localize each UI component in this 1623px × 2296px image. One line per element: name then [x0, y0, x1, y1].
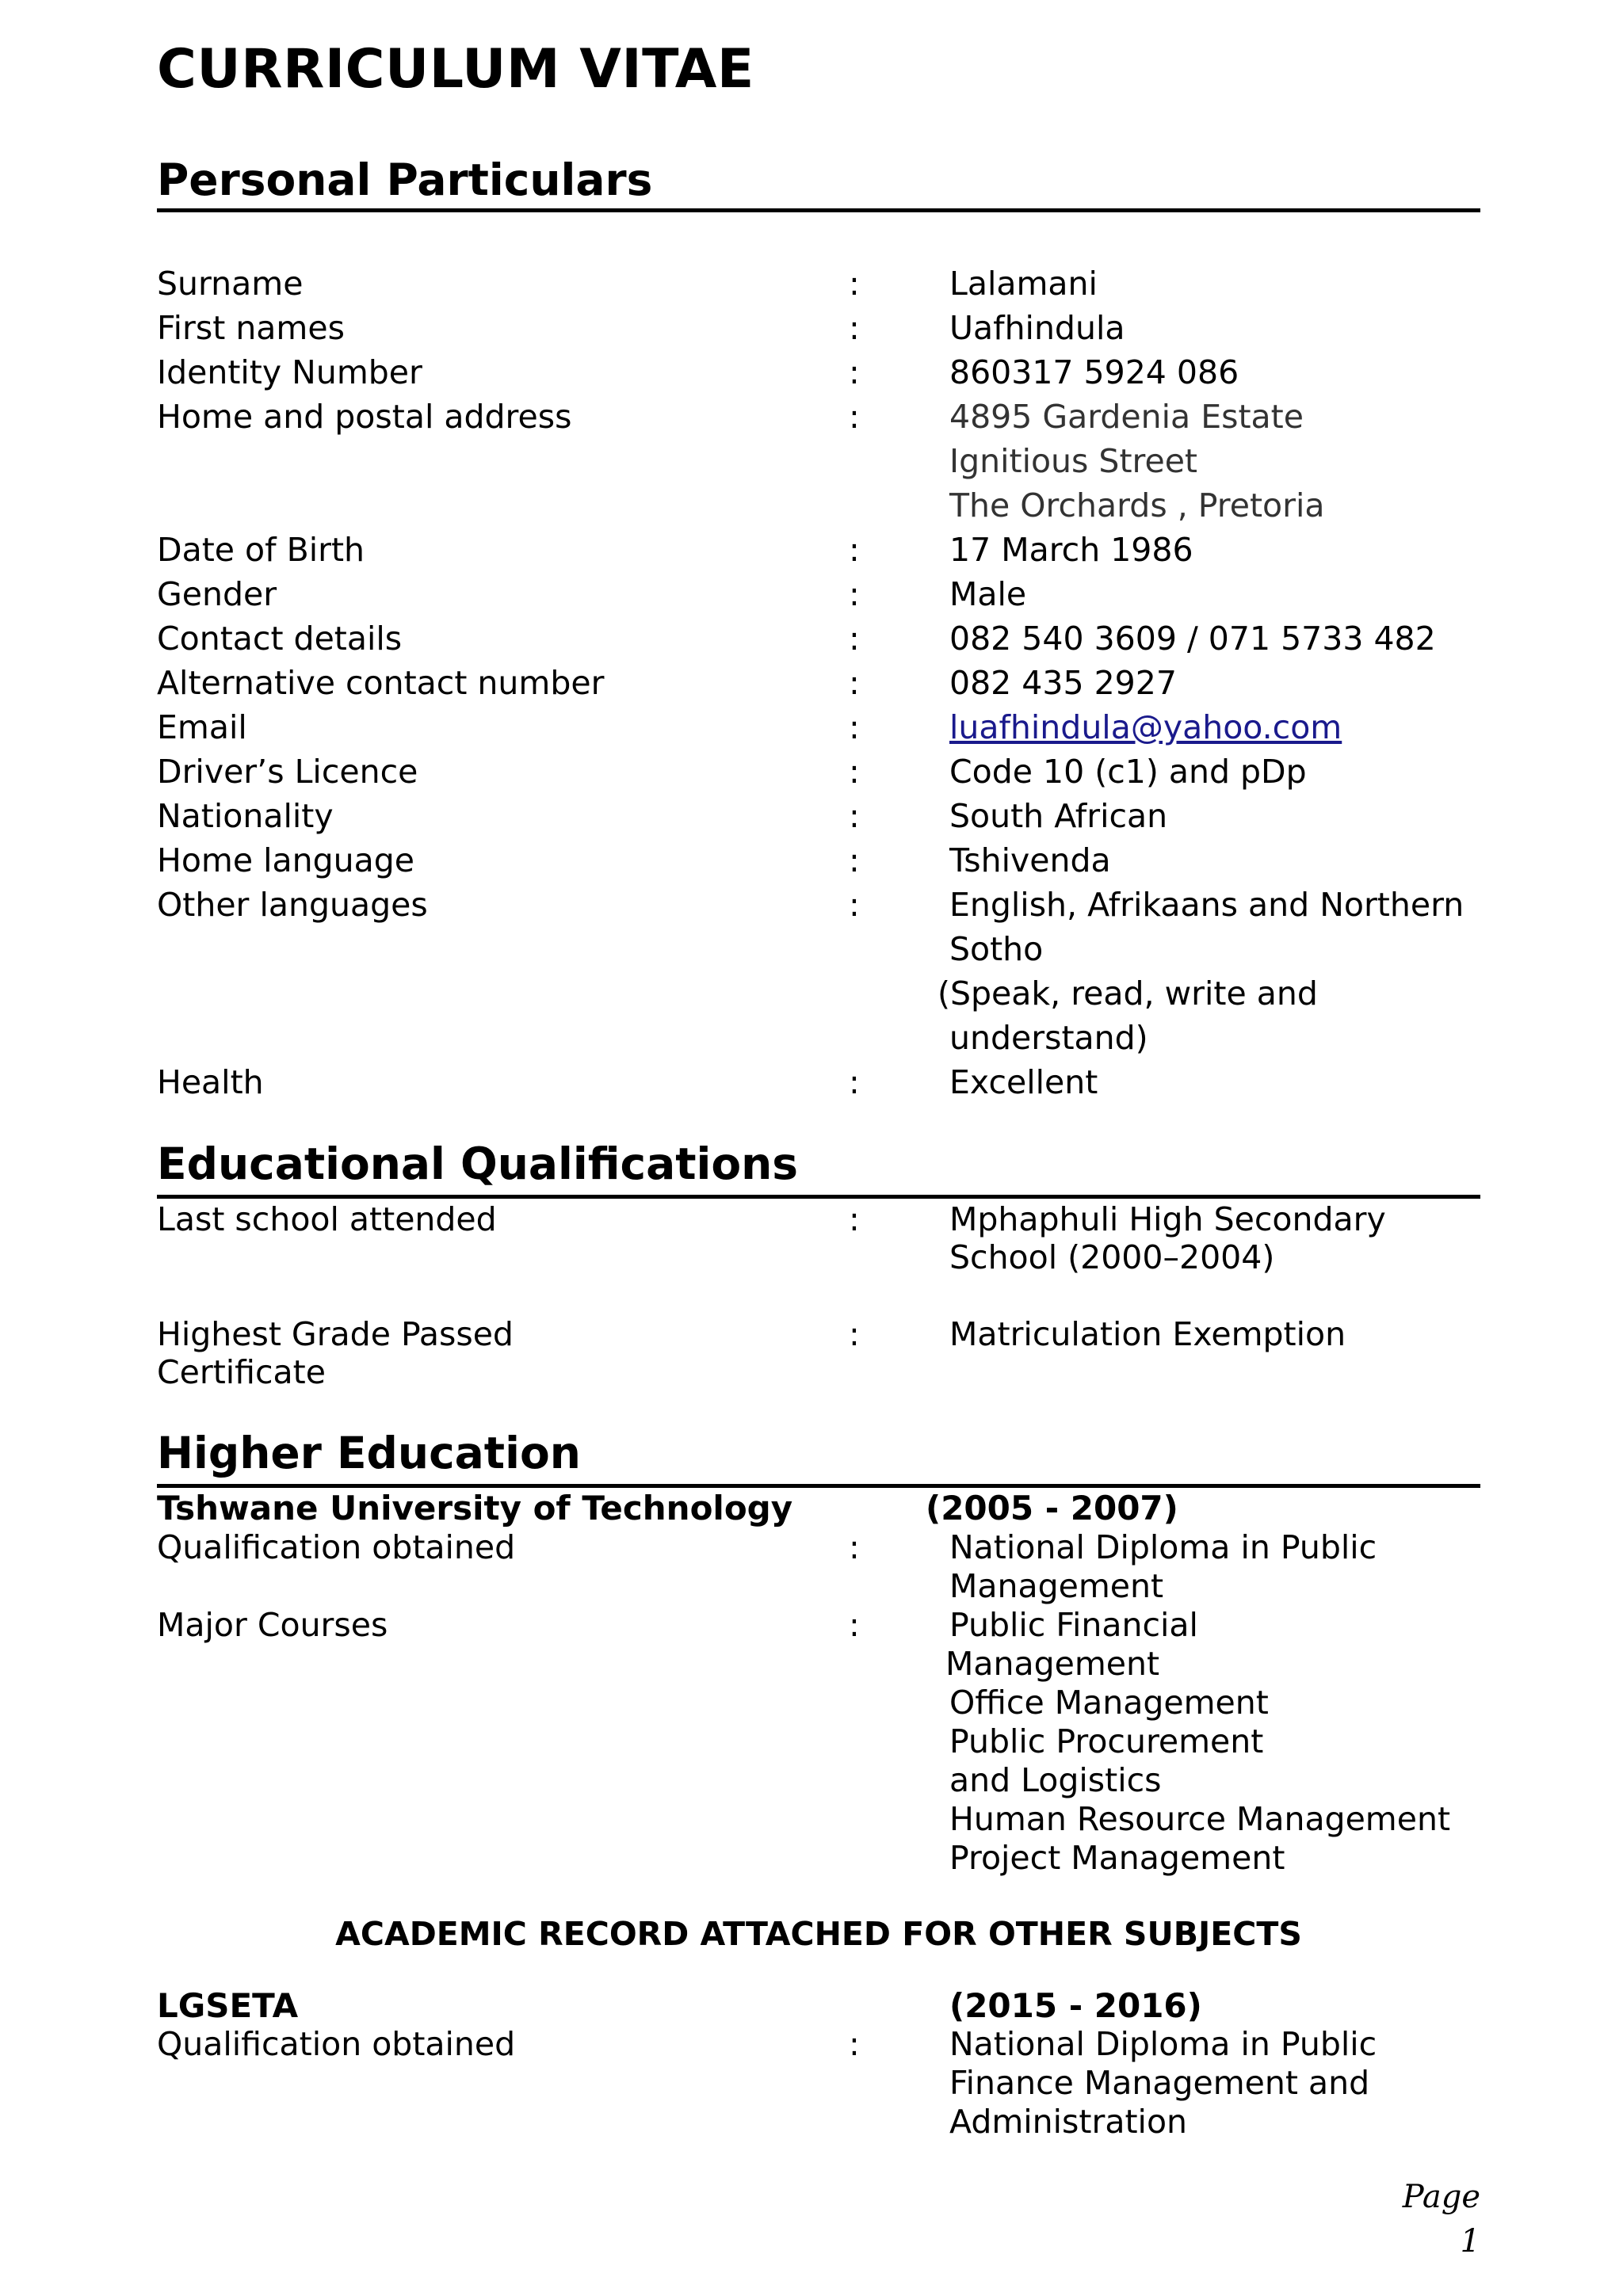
- qualification-1-sep: :: [849, 1528, 860, 1566]
- alt-contact-sep: :: [849, 664, 860, 702]
- first-names-value: Uafhindula: [949, 309, 1125, 347]
- personal-heading: Personal Particulars: [157, 154, 653, 205]
- last-school-label: Last school attended: [157, 1200, 497, 1238]
- contact-sep: :: [849, 620, 860, 658]
- health-sep: :: [849, 1063, 860, 1101]
- course-line-5: and Logistics: [949, 1761, 1162, 1799]
- email-link[interactable]: luafhindula@yahoo.com: [949, 708, 1342, 746]
- address-line-3: The Orchards , Pretoria: [949, 486, 1325, 524]
- licence-value: Code 10 (c1) and pDp: [949, 753, 1307, 791]
- gender-sep: :: [849, 575, 860, 613]
- gender-value: Male: [949, 575, 1027, 613]
- nationality-label: Nationality: [157, 797, 334, 835]
- cv-page: [157, 0, 1480, 2296]
- institution-2-period: (2015 - 2016): [949, 1986, 1202, 2025]
- alt-contact-label: Alternative contact number: [157, 664, 605, 702]
- email-sep: :: [849, 708, 860, 746]
- highest-grade-sep: :: [849, 1315, 860, 1353]
- qualification-1-line-2: Management: [949, 1567, 1164, 1605]
- surname-label: Surname: [157, 265, 304, 303]
- other-languages-line-3: (Speak, read, write and: [938, 974, 1318, 1013]
- health-label: Health: [157, 1063, 264, 1101]
- education-rule: [157, 1195, 1480, 1199]
- home-language-value: Tshivenda: [949, 841, 1111, 879]
- higher-education-rule: [157, 1484, 1480, 1488]
- course-line-2: Management: [945, 1645, 1160, 1683]
- id-number-sep: :: [849, 353, 860, 391]
- qualification-2-line-3: Administration: [949, 2103, 1188, 2141]
- surname-value: Lalamani: [949, 265, 1098, 303]
- dob-value: 17 March 1986: [949, 531, 1193, 569]
- academic-record-note: ACADEMIC RECORD ATTACHED FOR OTHER SUBJECTS: [335, 1915, 1302, 1953]
- address-line-2: Ignitious Street: [949, 442, 1198, 480]
- alt-contact-value: 082 435 2927: [949, 664, 1177, 702]
- first-names-label: First names: [157, 309, 345, 347]
- address-label: Home and postal address: [157, 398, 572, 436]
- licence-label: Driver’s Licence: [157, 753, 418, 791]
- gender-label: Gender: [157, 575, 277, 613]
- address-line-1: 4895 Gardenia Estate: [949, 398, 1304, 436]
- personal-rule: [157, 208, 1480, 212]
- contact-label: Contact details: [157, 620, 403, 658]
- id-number-label: Identity Number: [157, 353, 422, 391]
- education-heading: Educational Qualifications: [157, 1138, 799, 1189]
- licence-sep: :: [849, 753, 860, 791]
- institution-2-name: LGSETA: [157, 1986, 299, 2025]
- qualification-2-label: Qualification obtained: [157, 2025, 516, 2063]
- major-courses-label: Major Courses: [157, 1606, 388, 1644]
- dob-sep: :: [849, 531, 860, 569]
- surname-sep: :: [849, 265, 860, 303]
- email-label: Email: [157, 708, 247, 746]
- major-courses-sep: :: [849, 1606, 860, 1644]
- document-title: CURRICULUM VITAE: [157, 38, 754, 101]
- qualification-1-line-1: National Diploma in Public: [949, 1528, 1377, 1566]
- other-languages-label: Other languages: [157, 886, 428, 924]
- nationality-value: South African: [949, 797, 1168, 835]
- higher-education-heading: Higher Education: [157, 1428, 581, 1478]
- qualification-1-label: Qualification obtained: [157, 1528, 516, 1566]
- institution-1-period: (2005 - 2007): [926, 1489, 1178, 1527]
- first-names-sep: :: [849, 309, 860, 347]
- address-sep: :: [849, 398, 860, 436]
- course-line-7: Project Management: [949, 1839, 1285, 1877]
- last-school-line-1: Mphaphuli High Secondary: [949, 1200, 1386, 1238]
- other-languages-line-2: Sotho: [949, 930, 1044, 968]
- qualification-2-line-2: Finance Management and: [949, 2064, 1370, 2102]
- highest-grade-label-1: Highest Grade Passed: [157, 1315, 514, 1353]
- highest-grade-label-2: Certificate: [157, 1353, 326, 1391]
- id-number-value: 860317 5924 086: [949, 353, 1239, 391]
- highest-grade-value: Matriculation Exemption: [949, 1315, 1346, 1353]
- page-number: Page 1: [1402, 2179, 1480, 2260]
- other-languages-line-4: understand): [949, 1019, 1148, 1057]
- qualification-2-sep: :: [849, 2025, 860, 2063]
- qualification-2-line-1: National Diploma in Public: [949, 2025, 1377, 2063]
- course-line-6: Human Resource Management: [949, 1800, 1451, 1838]
- other-languages-sep: :: [849, 886, 860, 924]
- other-languages-line-1: English, Afrikaans and Northern: [949, 886, 1465, 924]
- dob-label: Date of Birth: [157, 531, 365, 569]
- last-school-sep: :: [849, 1200, 860, 1238]
- home-language-label: Home language: [157, 841, 414, 879]
- course-line-4: Public Procurement: [949, 1722, 1264, 1760]
- home-language-sep: :: [849, 841, 860, 879]
- course-line-1: Public Financial: [949, 1606, 1198, 1644]
- contact-value: 082 540 3609 / 071 5733 482: [949, 620, 1436, 658]
- health-value: Excellent: [949, 1063, 1098, 1101]
- institution-1-name: Tshwane University of Technology: [157, 1489, 793, 1527]
- nationality-sep: :: [849, 797, 860, 835]
- course-line-3: Office Management: [949, 1684, 1269, 1722]
- last-school-line-2: School (2000–2004): [949, 1238, 1275, 1276]
